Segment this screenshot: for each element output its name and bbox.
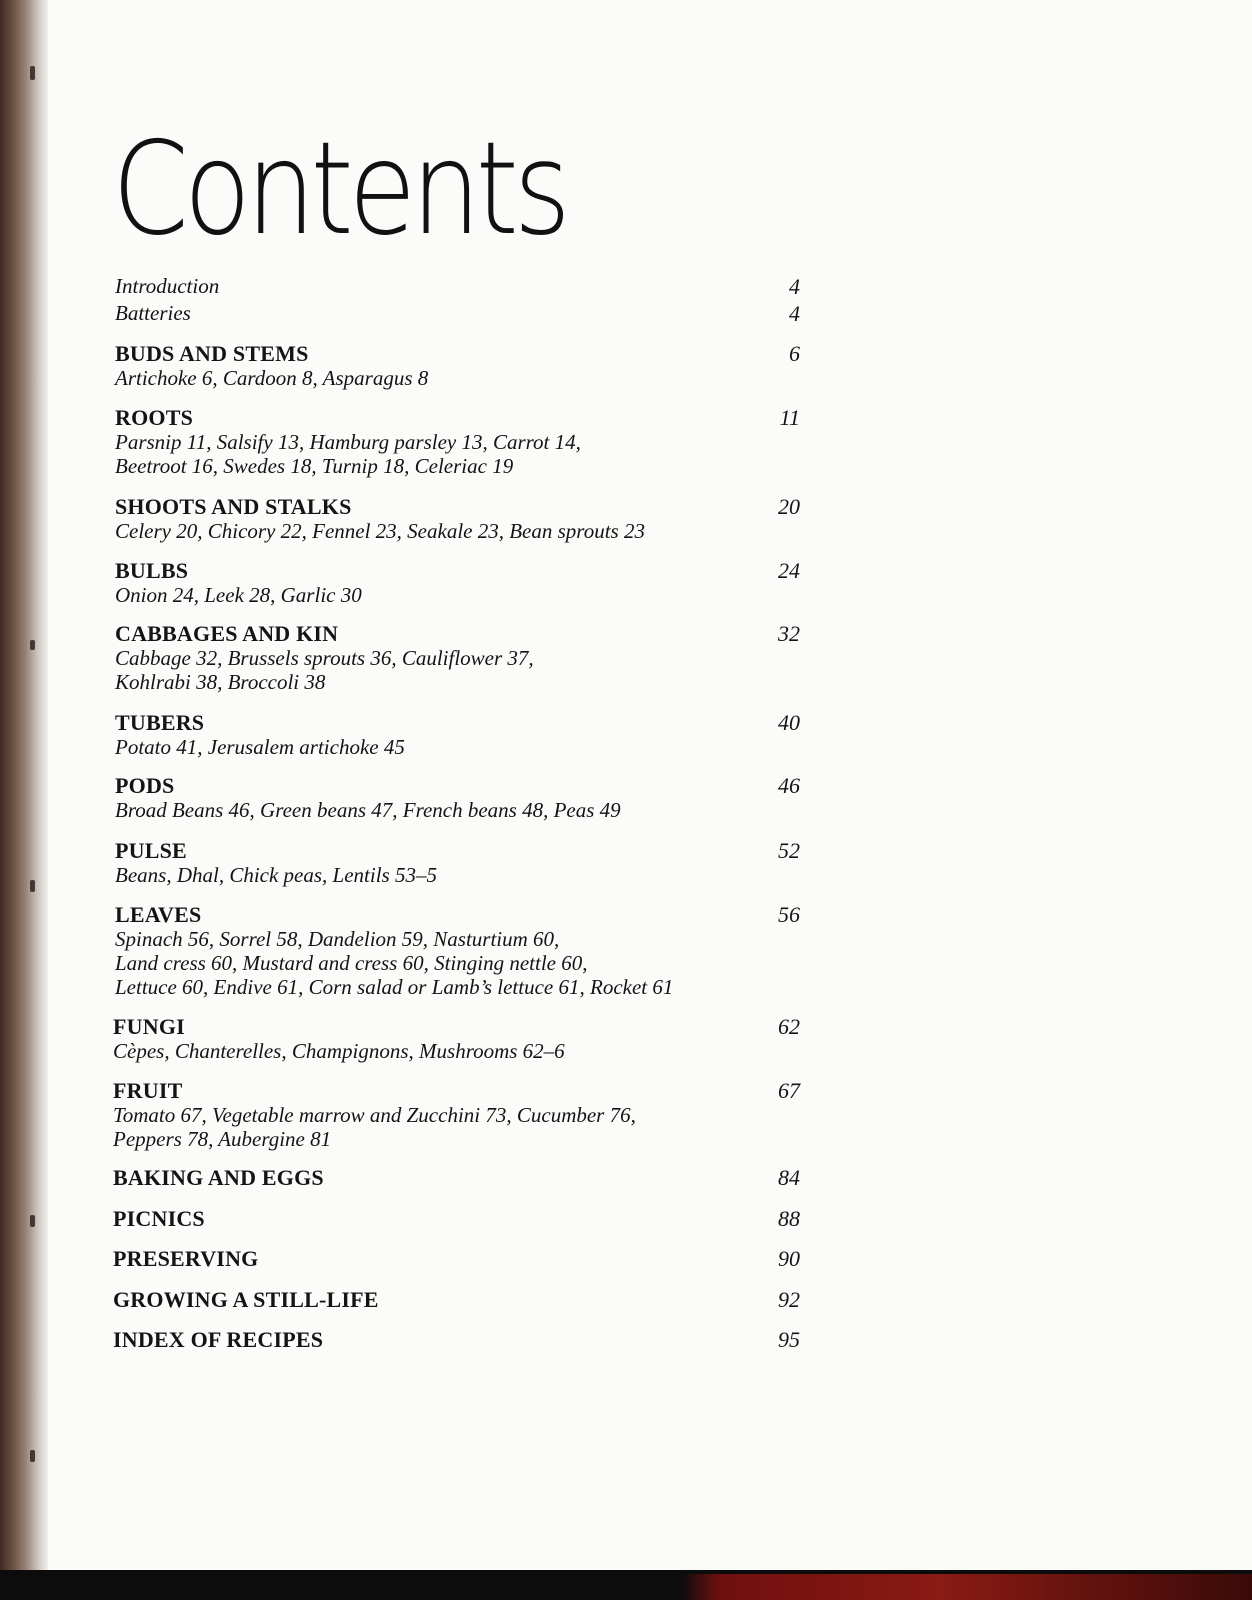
toc-section-title: ROOTS [115,405,194,430]
toc-section-title: FRUIT [113,1078,183,1103]
toc-section-items: Beans, Dhal, Chick peas, Lentils 53–5 [115,863,437,887]
toc-section-title: BAKING AND EGGS [113,1165,324,1190]
toc-section-title: CABBAGES AND KIN [115,621,339,646]
scan-edge-red-tint [680,1574,1252,1600]
toc-page-number: 84 [778,1165,800,1190]
toc-section-title: INDEX OF RECIPES [113,1327,324,1352]
toc-page-number: 52 [778,838,800,863]
toc-page-number: 67 [778,1078,800,1103]
toc-section-title: BULBS [115,558,189,583]
toc-section-items: Broad Beans 46, Green beans 47, French beans 48, Peas 49 [115,798,621,822]
toc-page-number: 90 [778,1246,800,1271]
toc-page-number: 11 [779,405,800,430]
toc-section-items: Artichoke 6, Cardoon 8, Asparagus 8 [115,366,429,390]
toc-page-number: 92 [778,1287,800,1312]
toc-page-number: 62 [778,1014,800,1039]
toc-section-items: Cabbage 32, Brussels sprouts 36, Cauliflower 37, [115,646,534,670]
toc-page-number: 24 [778,558,800,583]
toc-section-title: BUDS AND STEMS [115,341,309,366]
toc-section-items: Land cress 60, Mustard and cress 60, Stinging nettle 60, [115,951,588,975]
toc-entry-label: Batteries [115,301,191,325]
toc-section-items: Spinach 56, Sorrel 58, Dandelion 59, Nasturtium 60, [115,927,560,951]
toc-section-title: FUNGI [113,1014,185,1039]
toc-section-items: Potato 41, Jerusalem artichoke 45 [115,735,405,759]
toc-section-title: LEAVES [115,902,202,927]
toc-page-number: 56 [778,902,800,927]
toc-page-number: 4 [789,301,800,326]
toc-page-number: 88 [778,1206,800,1231]
toc-page-number: 20 [778,494,800,519]
toc-section-items: Peppers 78, Aubergine 81 [113,1127,332,1151]
toc-page-number: 32 [778,621,800,646]
page-title: Contents [112,115,566,264]
toc-section-title: TUBERS [115,710,205,735]
toc-section-items: Parsnip 11, Salsify 13, Hamburg parsley 13, Carrot 14, [115,430,581,454]
toc-section-items: Celery 20, Chicory 22, Fennel 23, Seakale 23, Bean sprouts 23 [115,519,645,543]
toc-section-items: Onion 24, Leek 28, Garlic 30 [115,583,362,607]
toc-page-number: 46 [778,773,800,798]
toc-section-items: Cèpes, Chanterelles, Champignons, Mushrooms 62–6 [113,1039,565,1063]
toc-section-items: Tomato 67, Vegetable marrow and Zucchini 73, Cucumber 76, [113,1103,636,1127]
toc-section-items: Beetroot 16, Swedes 18, Turnip 18, Celeriac 19 [115,454,514,478]
toc-section-title: PICNICS [113,1206,205,1231]
toc-section-items: Lettuce 60, Endive 61, Corn salad or Lamb’s lettuce 61, Rocket 61 [115,975,674,999]
toc-section-title: PRESERVING [113,1246,259,1271]
toc-section-title: PULSE [115,838,187,863]
toc-page-number: 4 [789,274,800,299]
toc-page-number: 6 [789,341,800,366]
toc-page-number: 95 [778,1327,800,1352]
toc-page-number: 40 [778,710,800,735]
toc-section-title: SHOOTS AND STALKS [115,494,352,519]
toc-section-items: Kohlrabi 38, Broccoli 38 [115,670,326,694]
toc-section-title: GROWING A STILL-LIFE [113,1287,379,1312]
toc-entry-label: Introduction [115,274,220,298]
toc-section-title: PODS [115,773,175,798]
